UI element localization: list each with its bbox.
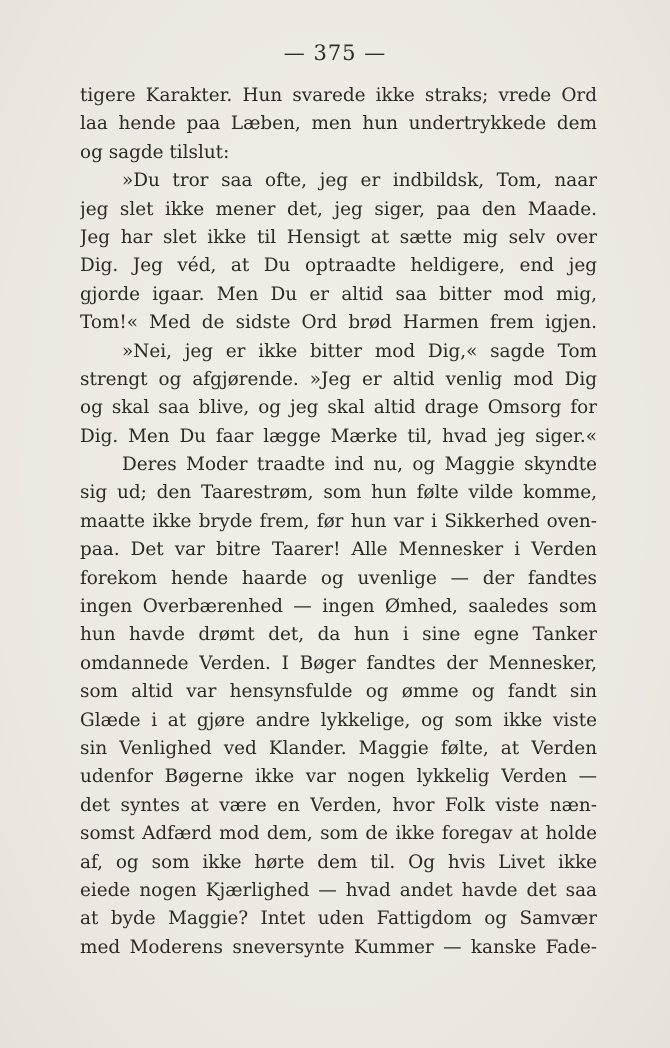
text-line: med Moderens sneversynte Kummer — kanske Fade- (80, 936, 597, 958)
text-line: laa hende paa Læben, men hun undertrykkede dem (80, 113, 597, 135)
text-line: Deres Moder traadte ind nu, og Maggie skyndte (122, 454, 597, 476)
text-line: somst Adfærd mod dem, som de ikke foregav at holde (80, 823, 597, 845)
text-line: hun havde drømt det, da hun i sine egne Tanker (80, 624, 597, 646)
page-number: — 375 — (283, 41, 387, 65)
body-text (80, 82, 597, 962)
text-line: paa. Det var bitre Taarer! Alle Mennesker i Verden (80, 539, 597, 561)
text-line: Dig. Jeg véd, at Du optraadte heldigere, end jeg (80, 255, 597, 277)
text-line: sig ud; den Taarestrøm, som hun følte vilde komme, (80, 482, 597, 504)
text-line: omdannede Verden. I Bøger fandtes der Mennesker, (80, 652, 597, 674)
text-line: Dig. Men Du faar lægge Mærke til, hvad jeg siger.« (80, 425, 597, 447)
text-line: og skal saa blive, og jeg skal altid drage Omsorg for (80, 397, 597, 419)
text-line: forekom hende haarde og uvenlige — der fandtes (80, 567, 597, 589)
text-line: maatte ikke bryde frem, før hun var i Sikkerhed oven- (80, 510, 597, 532)
text-line: det syntes at være en Verden, hvor Folk viste næn- (80, 794, 597, 816)
text-line: jeg slet ikke mener det, jeg siger, paa den Maade. (80, 198, 597, 220)
text-line: »Nei, jeg er ikke bitter mod Dig,« sagde Tom (122, 340, 597, 362)
text-line: og sagde tilslut: (80, 141, 230, 163)
text-line: udenfor Bøgerne ikke var nogen lykkelig Verden — (80, 766, 597, 788)
text-line: sin Venlighed ved Klander. Maggie følte, at Verden (80, 737, 597, 759)
text-line: tigere Karakter. Hun svarede ikke straks; vrede Ord (80, 85, 597, 106)
text-line: som altid var hensynsfulde og ømme og fandt sin (80, 681, 597, 703)
text-line: Tom!« Med de sidste Ord brød Harmen frem igjen. (80, 312, 597, 334)
text-line: »Du tror saa ofte, jeg er indbildsk, Tom, naar (122, 170, 597, 192)
text-line: af, og som ikke hørte dem til. Og hvis Livet ikke (80, 851, 597, 873)
text-line: Glæde i at gjøre andre lykkelige, og som ikke viste (80, 709, 597, 731)
text-line: eiede nogen Kjærlighed — hvad andet havde det saa (80, 879, 597, 901)
text-line: strengt og afgjørende. »Jeg er altid venlig mod Dig (80, 368, 597, 390)
text-line: at byde Maggie? Intet uden Fattigdom og Samvær (80, 908, 597, 930)
text-line: ingen Overbærenhed — ingen Ømhed, saaledes som (80, 596, 597, 618)
text-line: gjorde igaar. Men Du er altid saa bitter mod mig, (80, 283, 597, 305)
text-line: Jeg har slet ikke til Hensigt at sætte mig selv over (80, 226, 597, 248)
